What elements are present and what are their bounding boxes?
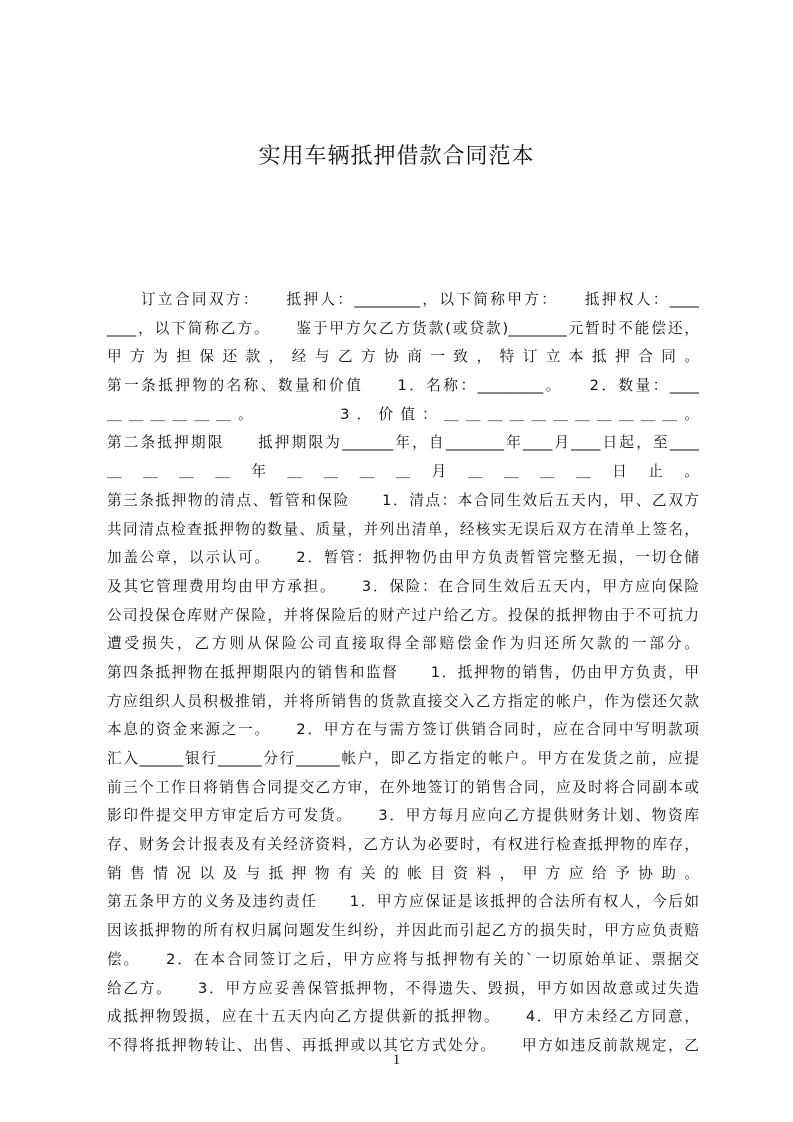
text-line: 偿。 2．在本合同签订之后，甲方应将与抵押物有关的`一切原始单证、票据交 xyxy=(107,950,699,968)
text-line: 第二条抵押期限 抵押期限为_______年，自________年____月____日起，至____ xyxy=(107,434,699,452)
text-line: 第五条甲方的义务及违约责任 1．甲方应保证是该抵押的合法所有权人，今后如 xyxy=(107,893,699,911)
text-line: ____，以下简称乙方。 鉴于甲方欠乙方货款(或贷款)________元暂时不能偿还， xyxy=(107,319,699,337)
text-line: 第一条抵押物的名称、数量和价值 1．名称：_________。 2．数量：____ xyxy=(107,377,699,395)
text-line: 存、财务会计报表及有关经济资料，乙方认为必要时，有权进行检查抵押物的库存， xyxy=(107,836,699,854)
text-line: 因该抵押物的所有权归属问题发生纠纷，并因此而引起乙方的损失时，甲方应负责赔 xyxy=(107,922,699,940)
text-line: 第四条抵押物在抵押期限内的销售和监督 1．抵押物的销售，仍由甲方负责，甲 xyxy=(107,663,699,681)
text-line: 方应组织人员积极推销，并将所销售的货款直接交入乙方指定的帐户，作为偿还欠款 xyxy=(107,692,699,710)
text-line: 给乙方。 3．甲方应妥善保管抵押物，不得遗失、毁损，甲方如因故意或过失造 xyxy=(107,979,699,997)
contract-body xyxy=(107,286,699,1061)
text-line: 前三个工作日将销售合同提交乙方审，在外地签订的销售合同，应及时将合同副本或 xyxy=(107,778,699,796)
text-line: ＿＿＿＿＿＿。 3．价值：＿＿＿＿＿＿＿＿＿＿＿。 xyxy=(107,405,699,423)
text-line: 影印件提交甲方审定后方可发货。 3．甲方每月应向乙方提供财务计划、物资库 xyxy=(107,807,699,825)
text-line: 成抵押物毁损，应在十五天内向乙方提供新的抵押物。 4．甲方未经乙方同意， xyxy=(107,1008,699,1026)
text-line: 汇入______银行______分行______帐户，即乙方指定的帐户。甲方在发货之前，应提 xyxy=(107,750,699,767)
text-line: 及其它管理费用均由甲方承担。 3．保险：在合同生效后五天内，甲方应向保险 xyxy=(107,577,699,595)
text-line: 甲方为担保还款，经与乙方协商一致，特订立本抵押合同。 xyxy=(107,348,699,366)
text-line: 加盖公章，以示认可。 2．暂管：抵押物仍由甲方负责暂管完整无损，一切仓储 xyxy=(107,549,699,567)
text-line: 销售情况以及与抵押物有关的帐目资料，甲方应给予协助。 xyxy=(107,864,699,882)
text-line: 共同清点检查抵押物的数量、质量，并列出清单，经核实无误后双方在清单上签名， xyxy=(107,520,699,538)
page-number: 1 xyxy=(392,1052,401,1068)
text-line: ＿＿＿＿年＿＿＿＿月＿＿＿＿日止。 xyxy=(107,463,699,481)
text-line: 本息的资金来源之一。 2．甲方在与需方签订供销合同时，应在合同中写明款项 xyxy=(107,721,699,739)
document-title: 实用车辆抵押借款合同范本 xyxy=(258,144,535,169)
text-line: 不得将抵押物转让、出售、再抵押或以其它方式处分。 甲方如违反前款规定，乙 xyxy=(107,1036,699,1054)
text-line: 第三条抵押物的清点、暂管和保险 1．清点：本合同生效后五天内，甲、乙双方 xyxy=(107,491,699,509)
text-line: 遭受损失，乙方则从保险公司直接取得全部赔偿金作为归还所欠款的一部分。 xyxy=(107,635,699,653)
text-line: 订立合同双方： 抵押人：_________，以下简称甲方： 抵押权人：____ xyxy=(107,291,699,308)
text-line: 公司投保仓库财产保险，并将保险后的财产过户给乙方。投保的抵押物由于不可抗力 xyxy=(107,606,699,624)
